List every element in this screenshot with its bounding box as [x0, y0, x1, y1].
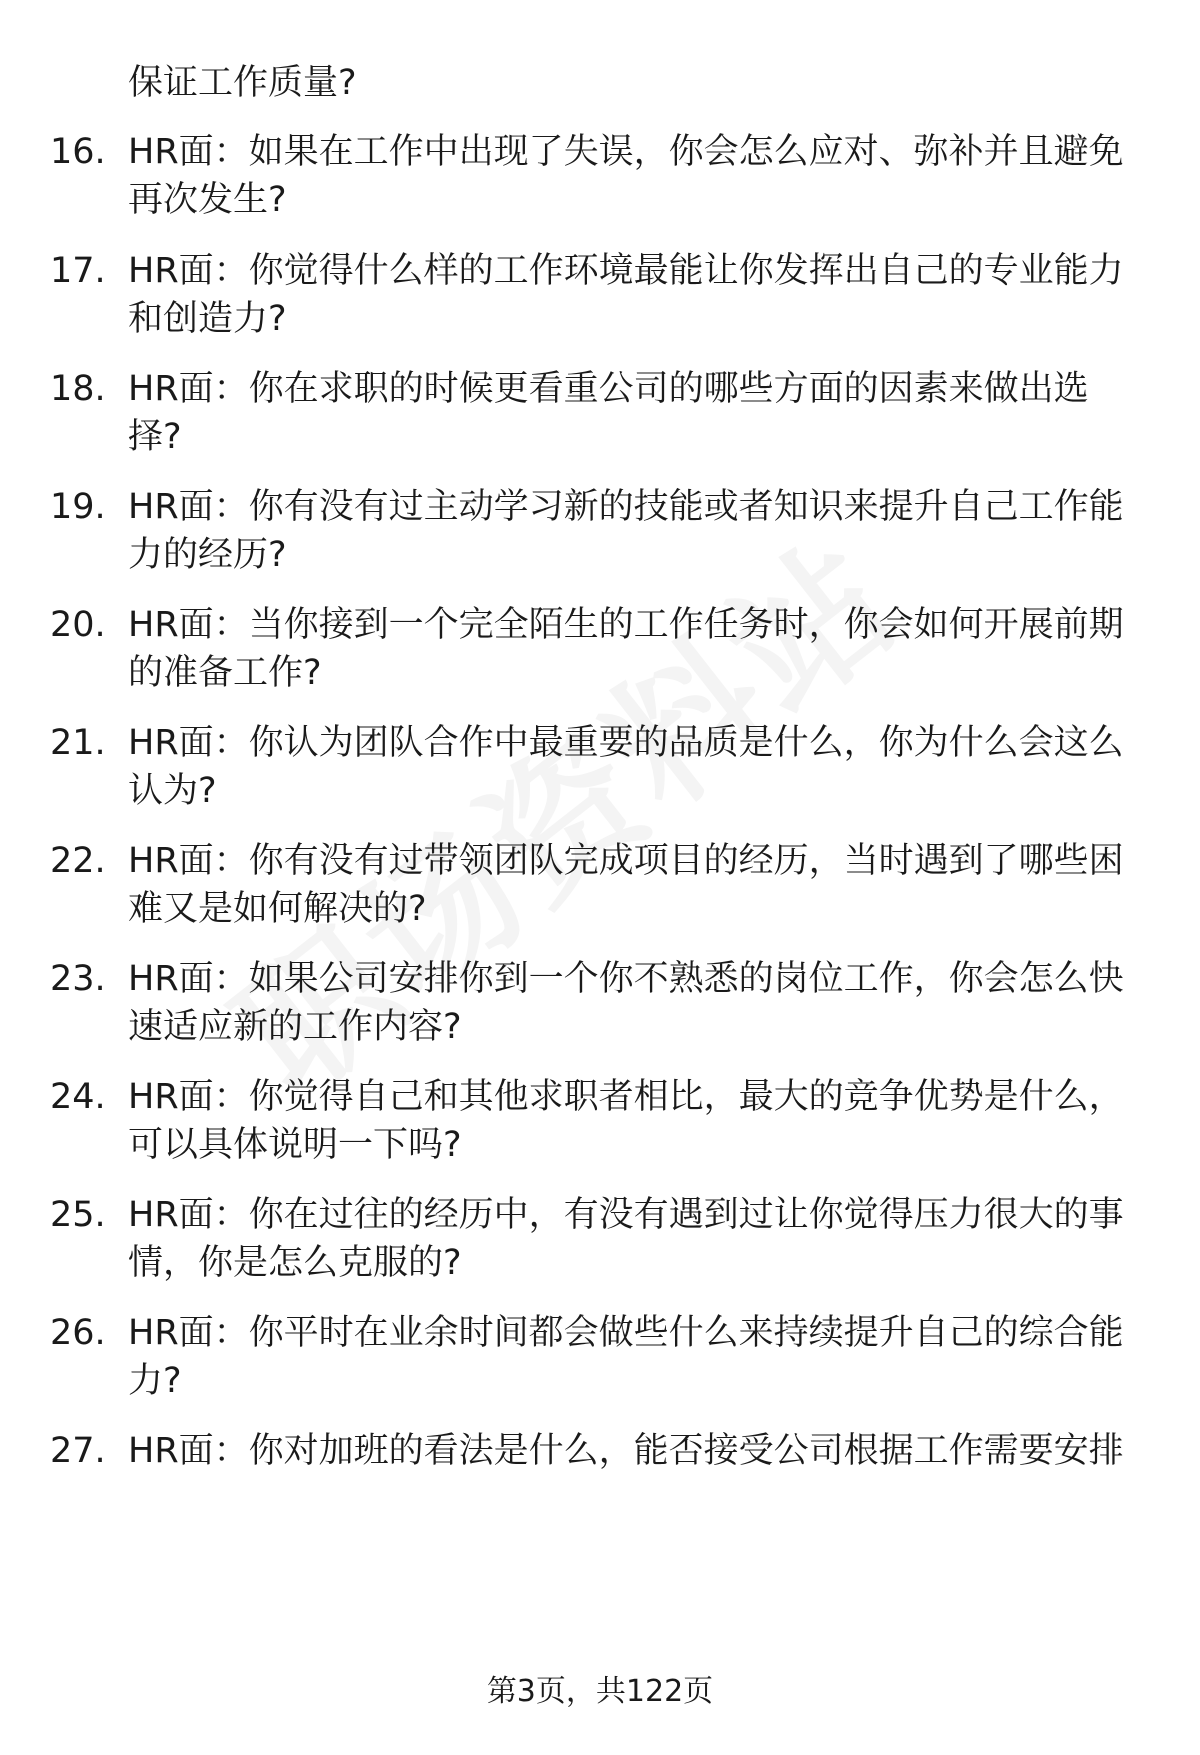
question-item-21 [0, 718, 1200, 828]
question-text-line2: 可以具体说明一下吗? [128, 1125, 462, 1165]
question-item-24 [0, 1072, 1200, 1182]
question-number: 20. [50, 605, 106, 645]
question-item-18 [0, 364, 1200, 474]
question-text-line1: HR面：你在过往的经历中，有没有遇到过让你觉得压力很大的事 [128, 1195, 1124, 1235]
question-number: 19. [50, 487, 106, 527]
question-text-line1: HR面：如果在工作中出现了失误，你会怎么应对、弥补并且避免 [128, 132, 1124, 172]
question-number: 25. [50, 1195, 106, 1235]
question-number: 22. [50, 841, 106, 881]
question-number: 27. [50, 1431, 106, 1471]
question-text-line1: HR面：你对加班的看法是什么，能否接受公司根据工作需要安排 [128, 1431, 1124, 1471]
question-item-17 [0, 246, 1200, 356]
question-text-line2: 的准备工作? [128, 653, 322, 693]
question-number: 17. [50, 251, 106, 291]
question-text-line2: 情，你是怎么克服的? [128, 1243, 462, 1283]
question-number: 26. [50, 1313, 106, 1353]
question-item-22 [0, 836, 1200, 946]
page-footer: 第3页，共122页 [486, 1674, 714, 1709]
question-number: 23. [50, 959, 106, 999]
question-number: 16. [50, 132, 106, 172]
question-text-line2: 难又是如何解决的? [128, 889, 427, 929]
question-text-line1: HR面：你觉得什么样的工作环境最能让你发挥出自己的专业能力 [128, 251, 1124, 291]
question-number: 21. [50, 723, 106, 763]
question-item-20 [0, 600, 1200, 710]
question-text-line2: 择? [128, 417, 182, 457]
question-item-27 [0, 1426, 1200, 1536]
question-number: 18. [50, 369, 106, 409]
question-text-line1: HR面：如果公司安排你到一个你不熟悉的岗位工作，你会怎么快 [128, 959, 1124, 999]
question-item-26 [0, 1308, 1200, 1418]
question-text-line1: HR面：你有没有过带领团队完成项目的经历，当时遇到了哪些困 [128, 841, 1124, 881]
question-text-line1: HR面：你有没有过主动学习新的技能或者知识来提升自己工作能 [128, 487, 1124, 527]
question-text-line2: 速适应新的工作内容? [128, 1007, 462, 1047]
question-text-line2: 再次发生? [128, 180, 287, 220]
question-text-line1: HR面：你觉得自己和其他求职者相比，最大的竞争优势是什么， [128, 1077, 1124, 1117]
question-text-line2: 力的经历? [128, 535, 287, 575]
question-text-line1: HR面：你在求职的时候更看重公司的哪些方面的因素来做出选 [128, 369, 1089, 409]
question-text-line2: 和创造力? [128, 299, 287, 339]
question-text-line2: 认为? [128, 771, 217, 811]
question-item-16 [0, 127, 1200, 237]
question-item-19 [0, 482, 1200, 592]
question-text-line1: HR面：当你接到一个完全陌生的工作任务时，你会如何开展前期 [128, 605, 1124, 645]
question-item-23 [0, 954, 1200, 1064]
question-number: 24. [50, 1077, 106, 1117]
continuation-line: 保证工作质量? [128, 63, 357, 103]
question-text-line1: HR面：你平时在业余时间都会做些什么来持续提升自己的综合能 [128, 1313, 1124, 1353]
question-text-line1: HR面：你认为团队合作中最重要的品质是什么，你为什么会这么 [128, 723, 1124, 763]
question-text-line2: 力? [128, 1361, 182, 1401]
question-item-25 [0, 1190, 1200, 1300]
